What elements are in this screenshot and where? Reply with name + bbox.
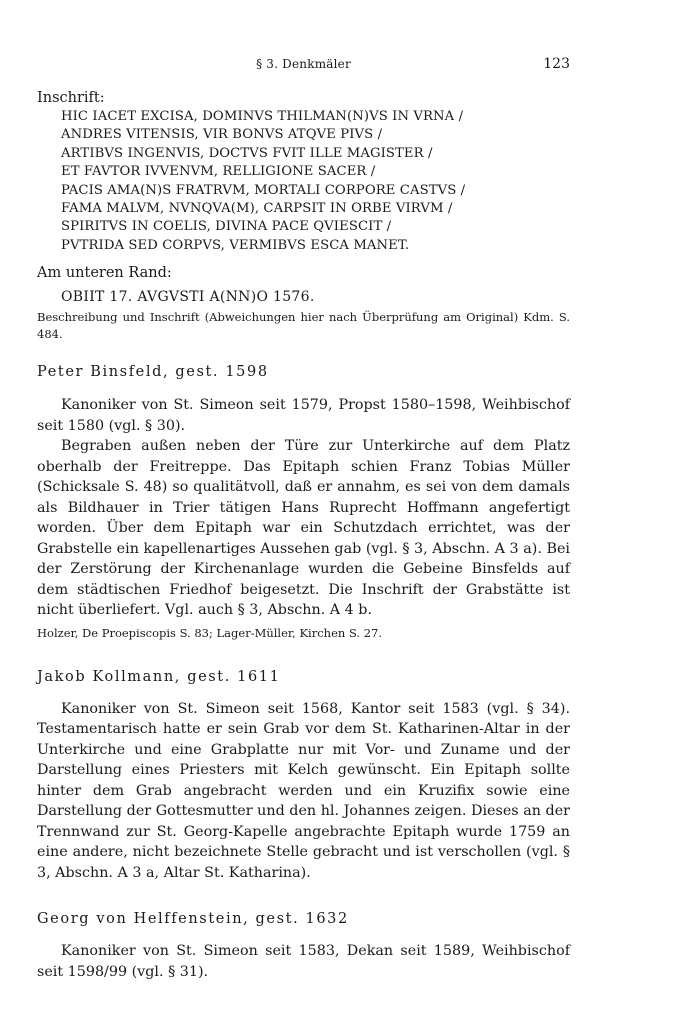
inscription-line: ET FAVTOR IVVENVM, RELLIGIONE SACER / — [61, 164, 376, 180]
entry-heading-binsfeld: Peter Binsfeld, gest. 1598 — [37, 364, 269, 381]
inscription-line: SPIRITVS IN COELIS, DIVINA PACE QVIESCIT / — [61, 219, 392, 235]
inscription-line: HIC IACET EXCISA, DOMINVS THILMAN(N)VS IN VRNA / — [61, 109, 464, 124]
entry-body-helffenstein — [37, 941, 570, 982]
running-head — [37, 54, 570, 74]
body-paragraph: Begraben außen neben der Türe zur Unterkirche auf dem Platz oberhalb der Freitreppe. Das Epitaph schien Franz Tobias Müller (Schicksale S. 48) so qualitätvoll, daß er annahm, es sei von dem damals als Bildhauer in Trier tätigen Hans Ruprecht Hoffmann angefertigt worden. Über dem Epitaph war ein Schutzdach errichtet, was der Grabstelle ein kapellenartiges Aussehen gab (vgl. § 3, Abschn. A 3 a). Bei der Zerstörung der Kirchenanlage wurden die Gebeine Binsfelds auf dem städtischen Friedhof beigesetzt. Die Inschrift der Grabstätte ist nicht überliefert. Vgl. auch § 3, Abschn. A 4 b. — [37, 438, 570, 619]
body-paragraph: Kanoniker von St. Simeon seit 1579, Propst 1580–1598, Weihbischof seit 1580 (vgl. § 30). — [37, 397, 570, 434]
source-citation: Holzer, De Proepiscopis S. 83; Lager-Müller, Kirchen S. 27. — [37, 625, 383, 640]
inscription-line: PVTRIDA SED CORPVS, VERMIBVS ESCA MANET. — [61, 237, 410, 253]
entry-heading-kollmann: Jakob Kollmann, gest. 1611 — [37, 668, 281, 685]
inscription-line: PACIS AMA(N)S FRATRVM, MORTALI CORPORE CASTVS / — [61, 182, 466, 198]
death-date-inscription: OBIIT 17. AVGVSTI A(NN)O 1576. — [61, 289, 315, 306]
source-citation: Beschreibung und Inschrift (Abweichungen hier nach Überprüfung am Original) Kdm. S. 484. — [37, 310, 570, 342]
inscription-line: ANDRES VITENSIS, VIR BONVS ATQVE PIVS / — [61, 127, 383, 143]
entry-body-binsfeld — [37, 395, 570, 621]
inscription-label: Inschrift: — [37, 90, 105, 106]
lower-edge-label: Am unteren Rand: — [37, 265, 172, 282]
page-number: 123 — [543, 56, 570, 72]
running-title: § 3. Denkmäler — [256, 57, 351, 71]
inscription-text — [61, 108, 570, 255]
body-paragraph: Kanoniker von St. Simeon seit 1583, Dekan seit 1589, Weihbischof seit 1598/99 (vgl. § 31). — [37, 943, 570, 980]
inscription-line: ARTIBVS INGENVIS, DOCTVS FVIT ILLE MAGISTER / — [61, 145, 433, 161]
entry-heading-helffenstein: Georg von Helffenstein, gest. 1632 — [37, 911, 349, 928]
inscription-line: FAMA MALVM, NVNQVA(M), CARPSIT IN ORBE VIRVM / — [61, 201, 453, 217]
body-paragraph: Kanoniker von St. Simeon seit 1568, Kantor seit 1583 (vgl. § 34). Testamentarisch hatte er sein Grab vor dem St. Katharinen-Altar in der Unterkirche und eine Grabplatte nur mit Vor- und Zuname und der Darstellung eines Priesters mit Kelch gewünscht. Ein Epitaph sollte hinter dem Grab angebracht werden und ein Kruzifix sowie eine Darstellung der Gottesmutter und den hl. Johannes zeigen. Dieses an der Trennwand zur St. Georg-Kapelle angebrachte Epitaph wurde 1759 an eine andere, nicht bezeichnete Stelle gebracht und ist verschollen (vgl. § 3, Abschn. A 3 a, Altar St. Katharina). — [37, 700, 570, 881]
entry-body-kollmann — [37, 699, 570, 884]
page-content — [37, 88, 570, 982]
